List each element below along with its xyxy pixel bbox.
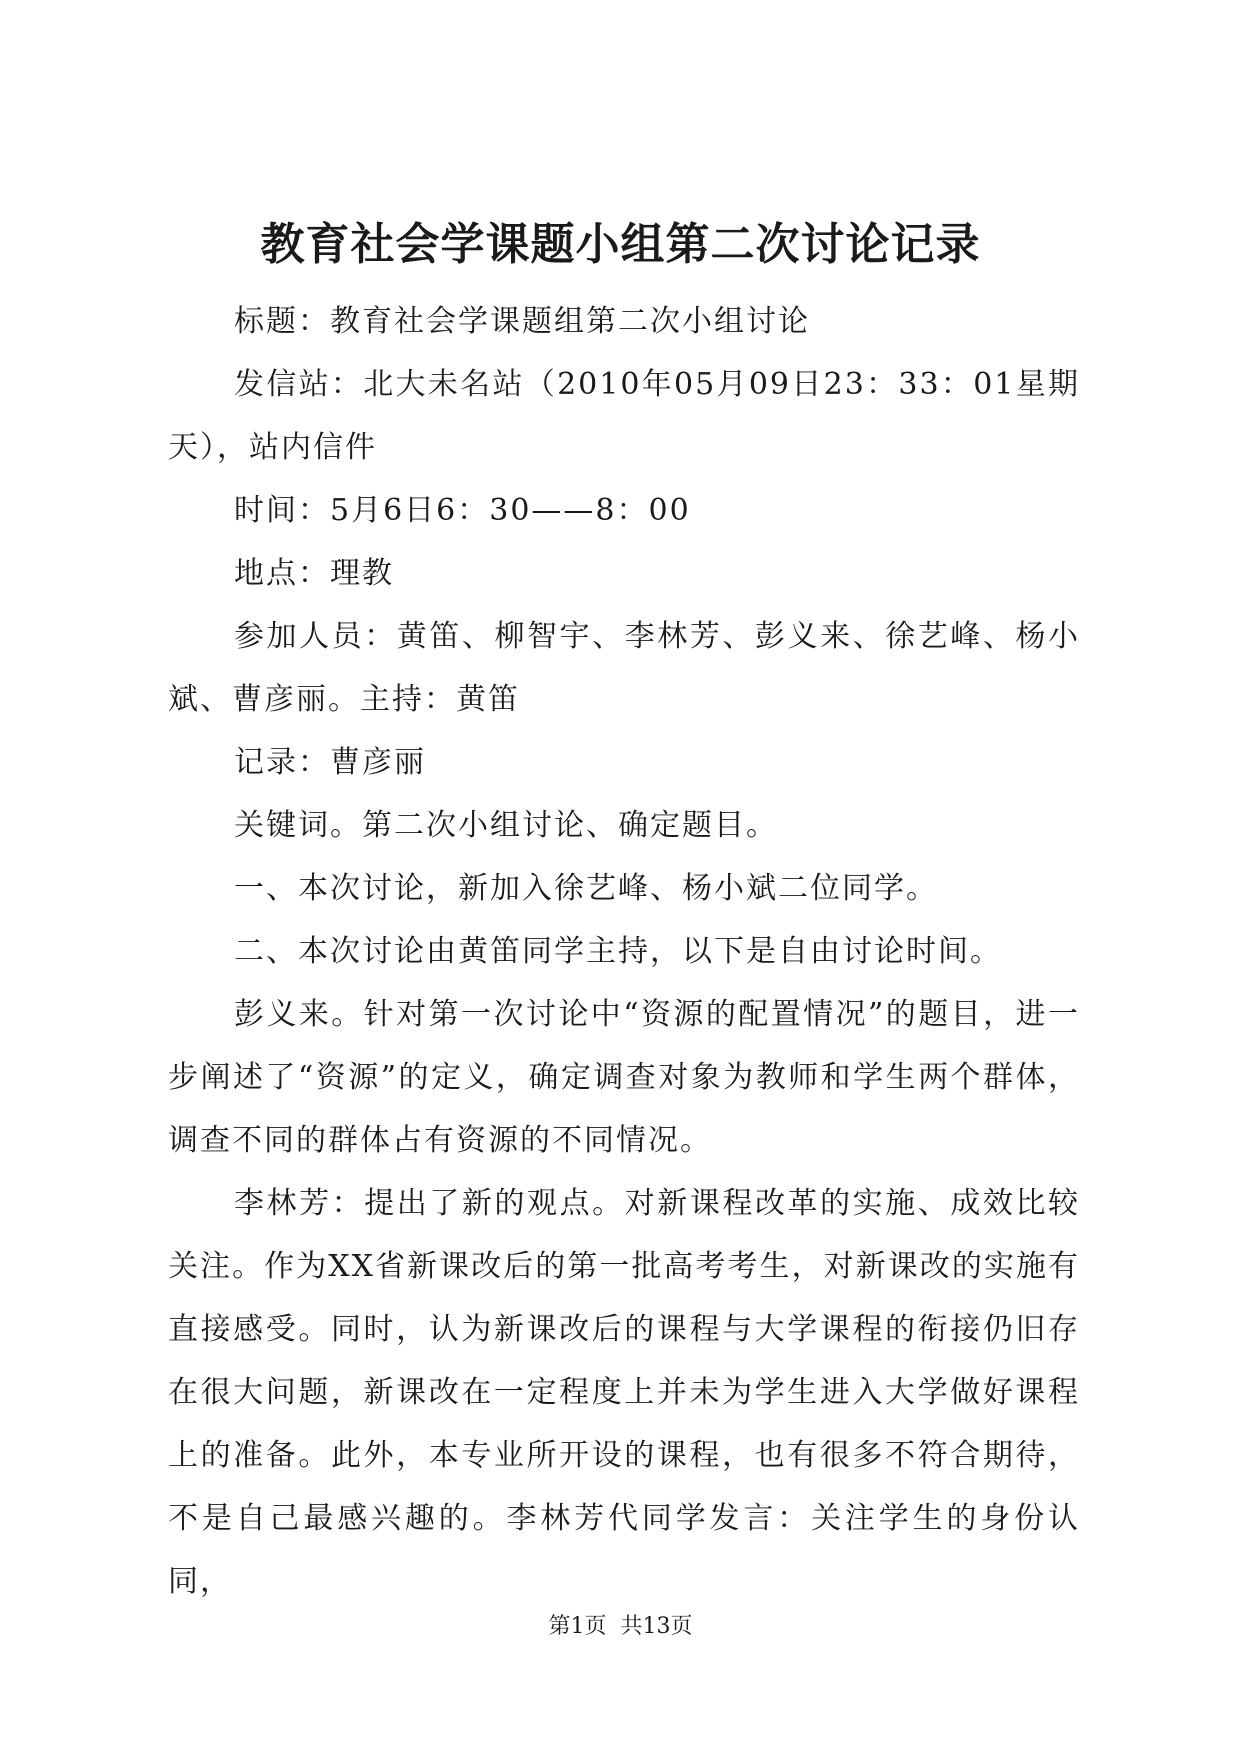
paragraph-participants: 参加人员：黄笛、柳智宇、李林芳、彭义来、徐艺峰、杨小斌、曹彦丽。主持：黄笛 [168, 619, 1080, 717]
paragraph-subject: 标题：教育社会学课题组第二次小组讨论 [234, 304, 810, 339]
page-footer [0, 1612, 1241, 1642]
paragraph-keywords: 关键词。第二次小组讨论、确定题目。 [234, 808, 778, 843]
paragraph-peng-yilai: 彭义来。针对第一次讨论中“资源的配置情况”的题目，进一步阐述了“资源”的定义，确定调查对象为教师和学生两个群体，调查不同的群体占有资源的不同情况。 [168, 997, 1080, 1158]
page-number-label: 第1页 共13页 [548, 1614, 693, 1639]
document-body [168, 290, 1080, 1613]
paragraph-location: 地点：理教 [234, 556, 394, 591]
paragraph-item-two: 二、本次讨论由黄笛同学主持，以下是自由讨论时间。 [234, 934, 1002, 969]
paragraph-recorder: 记录：曹彦丽 [234, 745, 426, 780]
paragraph-li-linfang: 李林芳：提出了新的观点。对新课程改革的实施、成效比较关注。作为XX省新课改后的第一批高考考生，对新课改的实施有直接感受。同时，认为新课改后的课程与大学课程的衔接仍旧存在很大问题，新课改在一定程度上并未为学生进入大学做好课程上的准备。此外，本专业所开设的课程，也有很多不符合期待，不是自己最感兴趣的。李林芳代同学发言：关注学生的身份认同， [168, 1186, 1080, 1599]
paragraph-time: 时间：5月6日6：30——8：00 [234, 493, 691, 528]
paragraph-sender: 发信站：北大未名站（2010年05月09日23：33：01星期天），站内信件 [168, 367, 1080, 465]
paragraph-item-one: 一、本次讨论，新加入徐艺峰、杨小斌二位同学。 [234, 871, 938, 906]
document-title: 教育社会学课题小组第二次讨论记录 [260, 219, 981, 270]
